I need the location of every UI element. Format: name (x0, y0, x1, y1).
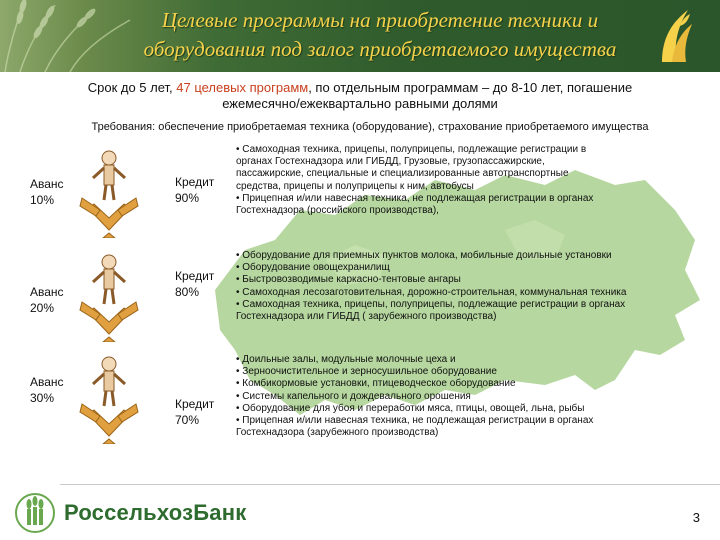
program-description (236, 144, 696, 217)
advance-label: Аванс (30, 177, 64, 191)
description-line: средства, прицепы и полуприцепы к ним, автобусы (236, 180, 474, 192)
terms-subtitle (20, 80, 700, 112)
credit-label: Кредит (175, 269, 215, 283)
description-line: Гостехнадзора (российского производства), (236, 205, 439, 217)
credit-value: 80% (175, 285, 200, 299)
credit-percentage (175, 396, 214, 428)
title-line-1: Целевые программы на приобретение техники и (161, 8, 599, 32)
bank-name: РоссельхозБанк (64, 500, 247, 525)
advance-percentage (30, 374, 64, 406)
description-line: • Оборудование овощехранилищ (236, 262, 390, 274)
credit-percentage (175, 268, 214, 300)
description-line: • Прицепная и/или навесная техника, не подлежащая регистрации в органах (236, 415, 594, 427)
description-line: • Самоходная лесозаготовительная, дорожно-строительная, коммунальная техника (236, 286, 627, 298)
description-line: • Системы капельного и дождевального орошения (236, 390, 471, 402)
advance-label: Аванс (30, 285, 64, 299)
terms-line-2: ежемесячно/ежеквартально равными долями (222, 96, 498, 111)
credit-percentage (175, 174, 214, 206)
header-banner (0, 0, 720, 72)
advance-label: Аванс (30, 375, 64, 389)
programs-count-highlight: 47 целевых программ (176, 80, 309, 95)
description-line: Гостехнадзора (зарубежного производства) (236, 427, 439, 439)
bank-logo-icon (14, 492, 56, 534)
description-line: • Доильные залы, модульные молочные цеха и (236, 354, 456, 365)
requirements-text: Требования: обеспечение приобретаемая техника (оборудование), страхование приобретаемого имущества (91, 121, 649, 133)
advance-value: 30% (30, 391, 55, 405)
description-line: • Самоходная техника, прицепы, полуприцепы, подлежащие регистрации в (236, 144, 587, 155)
description-line: • Оборудование для убоя и переработки мяса, птицы, овощей, льна, рыбы (236, 402, 585, 414)
description-line: • Прицепная и/или навесная техника, не подлежащая регистрации в органах (236, 192, 594, 204)
program-description (236, 250, 696, 323)
person-arrows-icon (78, 354, 140, 444)
description-line: Гостехнадзора или ГИБДД ( зарубежного производства) (236, 311, 497, 323)
page-number: 3 (692, 510, 700, 525)
title-line-2: оборудования под залог приобретаемого имущества (143, 37, 617, 61)
footer-divider (60, 484, 720, 485)
advance-percentage (30, 176, 64, 208)
terms-part-2: , по отдельным программам – до 8-10 лет, погашение (308, 80, 633, 95)
person-arrows-icon (78, 252, 140, 342)
bank-logo (14, 492, 246, 534)
credit-value: 70% (175, 413, 200, 427)
description-line: пассажирские, специальные и специализированные автотранспортные (236, 168, 569, 180)
bank-emblem-icon (658, 8, 694, 64)
person-arrows-icon (78, 148, 140, 238)
description-line: • Оборудование для приемных пунктов молока, мобильные доильные установки (236, 250, 612, 261)
description-line: органах Гостехнадзора или ГИБДД, Грузовые, грузопассажирские, (236, 156, 545, 168)
credit-label: Кредит (175, 175, 215, 189)
page-title (120, 6, 640, 64)
advance-value: 20% (30, 301, 55, 315)
credit-value: 90% (175, 191, 200, 205)
terms-part-1: Срок до 5 лет, (87, 80, 177, 95)
credit-label: Кредит (175, 397, 215, 411)
description-line: • Самоходная техника, прицепы, полуприцепы, подлежащие регистрации в органах (236, 298, 626, 310)
advance-value: 10% (30, 193, 55, 207)
program-description (236, 354, 696, 439)
description-line: • Зерноочистительное и зерносушильное оборудование (236, 366, 497, 378)
advance-percentage (30, 284, 64, 316)
description-line: • Быстровозводимые каркасно-тентовые ангары (236, 274, 461, 286)
description-line: • Комбикормовые установки, птицеводческое оборудование (236, 378, 516, 390)
